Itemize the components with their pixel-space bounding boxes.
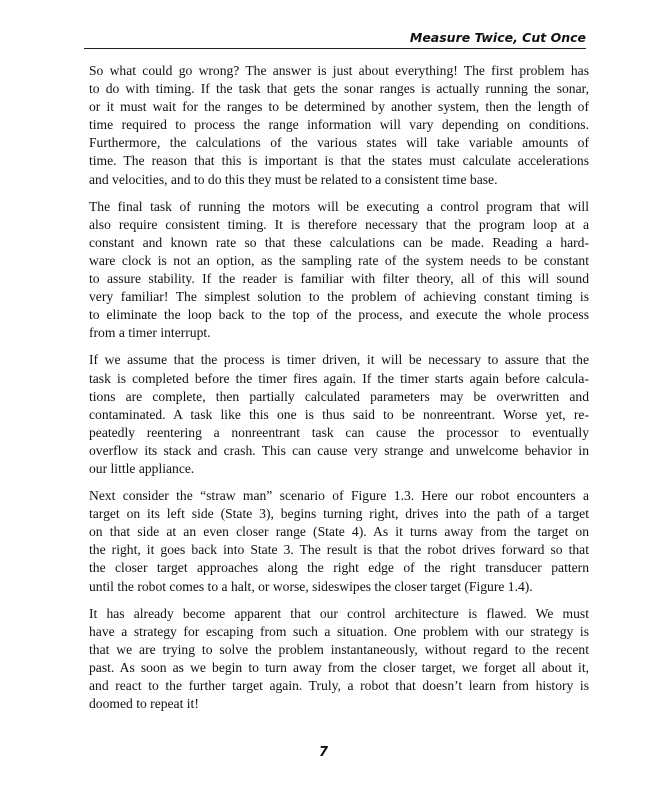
text-line: also require consistent timing. It is therefore necessary that the program loop at a [89, 216, 589, 232]
text-line: ware clock is not an option, as the sampling rate of the system needs to be constant [89, 252, 589, 268]
paragraph [89, 351, 589, 478]
text-line: contaminated. A task like this one is thus said to be nonreentrant. Worse yet, re- [89, 406, 589, 422]
text-line: task is completed before the timer fires again. If the timer starts again before calcula- [89, 370, 589, 386]
text-line: from a timer interrupt. [89, 325, 211, 341]
text-line: past. As soon as we begin to turn away from the closer target, we forget all about it, [89, 659, 589, 675]
text-line: our little appliance. [89, 460, 195, 476]
text-line: on that side at an even closer range (State 4). As it turns away from the target on [89, 524, 589, 540]
text-line: The final task of running the motors will be executing a control program that will [89, 198, 589, 214]
text-line: to eliminate the loop back to the top of the process, and execute the whole process [89, 307, 589, 323]
text-line: very familiar! The simplest solution to the problem of achieving constant timing is [89, 289, 589, 305]
page-number: 7 [318, 745, 329, 760]
text-line: to do with timing. If the task that gets the sonar ranges is actually running the sonar, [89, 81, 589, 97]
text-line: to assure stability. If the reader is familiar with filter theory, all of this will sound [89, 271, 589, 287]
text-line: doomed to repeat it! [89, 696, 199, 712]
text-line: Furthermore, the calculations of the various states will take variable amounts of [89, 135, 589, 151]
text-line: the closer target approaches along the right edge of the right transducer pattern [89, 560, 589, 576]
text-line: tions are complete, then partially calculated parameters may be overwritten and [89, 388, 589, 404]
text-line: until the robot comes to a halt, or worse, sideswipes the closer target (Figure 1.4). [89, 578, 533, 594]
text-line: time required to process the range information will vary depending on conditions. [89, 117, 589, 133]
paragraph [89, 605, 589, 714]
text-line: or it must wait for the ranges to be determined by another system, then the length of [89, 99, 589, 115]
text-line: constant and known rate so that these calculations can be made. Reading a hard- [89, 234, 589, 250]
text-line: the right, it goes back into State 3. The result is that the robot drives forward so that [89, 542, 589, 558]
text-line: overflow its stack and crash. This can cause very strange and unwelcome behavior in [89, 442, 589, 458]
text-line: target on its left side (State 3), begins turning right, drives into the path of a target [89, 506, 589, 522]
body-text [89, 62, 589, 722]
text-line: and velocities, and to do this they must be related to a consistent time base. [89, 171, 498, 187]
text-line: time. The reason that this is important is that the states must calculate accelerations [89, 153, 589, 169]
paragraph [89, 487, 589, 596]
text-line: that we are trying to solve the problem instantaneously, without regard to the recent [89, 641, 589, 657]
header-rule [84, 48, 586, 49]
text-line: So what could go wrong? The answer is just about everything! The first problem has [89, 63, 589, 78]
paragraph [89, 198, 589, 343]
text-line: have a strategy for escaping from such a situation. One problem with our strategy is [89, 623, 589, 639]
paragraph [89, 62, 589, 189]
running-head-title: Measure Twice, Cut Once [409, 30, 586, 45]
text-line: Next consider the “straw man” scenario of Figure 1.3. Here our robot encounters a [89, 488, 589, 504]
text-line: peatedly reentering a nonreentrant task can cause the processor to eventually [89, 424, 589, 440]
text-line: It has already become apparent that our control architecture is flawed. We must [89, 605, 589, 621]
text-line: and react to the further target again. Truly, a robot that doesn’t learn from history is [89, 678, 589, 693]
text-line: If we assume that the process is timer driven, it will be necessary to assure that the [89, 352, 589, 368]
